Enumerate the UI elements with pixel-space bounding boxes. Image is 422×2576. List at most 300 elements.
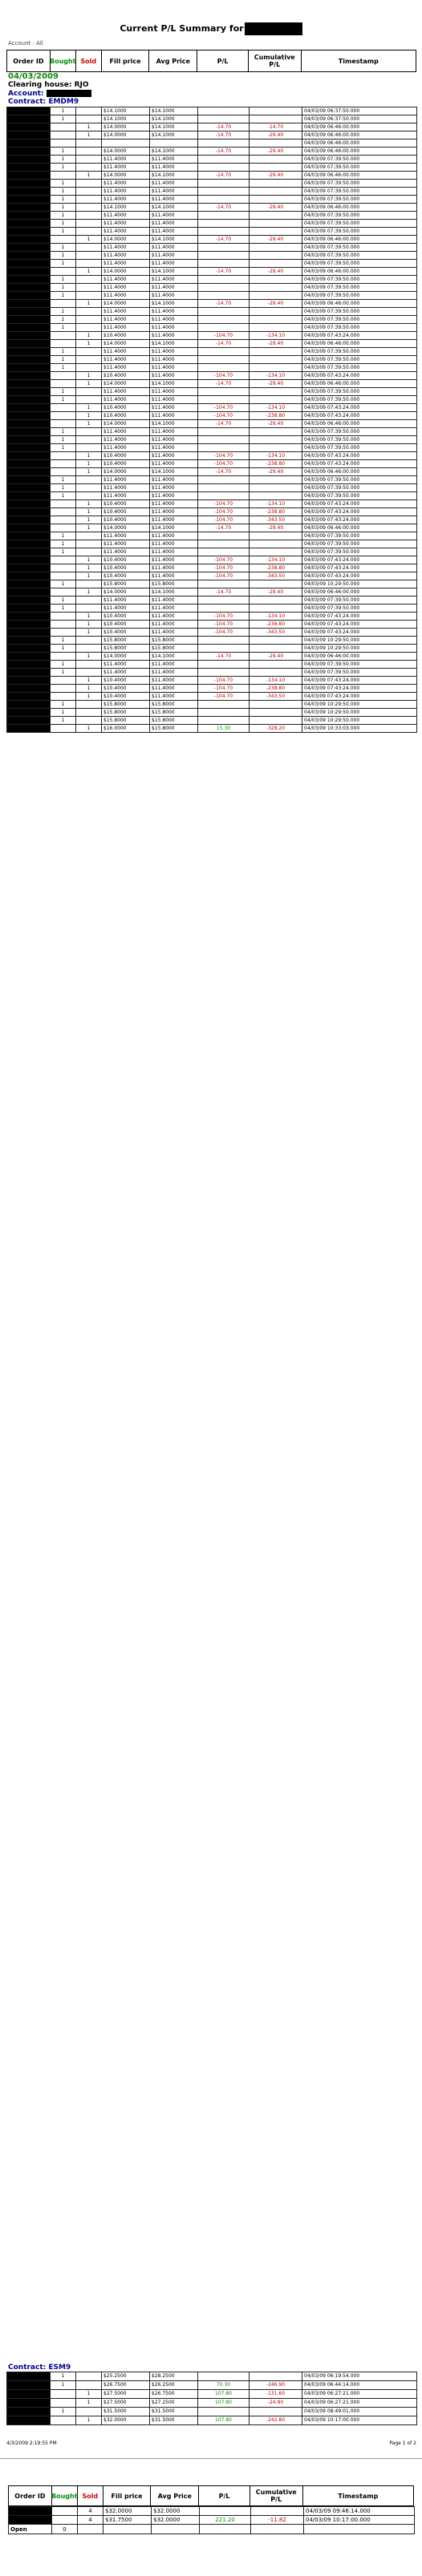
table-row <box>7 588 417 596</box>
avg-price-cell <box>150 140 198 148</box>
order-id-cell <box>7 115 51 123</box>
timestamp-cell: 04/03/09 07:39:50.000 <box>302 212 417 220</box>
col-cumulative-pl: Cumulative P/L <box>249 51 302 71</box>
timestamp-cell: 04/03/09 07:39:50.000 <box>302 436 417 444</box>
avg-price-cell: $27.2500 <box>150 2399 198 2408</box>
fill-price-cell: $10.4000 <box>102 500 150 508</box>
table-row <box>7 468 417 476</box>
order-id-cell <box>7 556 51 564</box>
pl-cell: 70.30 <box>198 2381 250 2390</box>
table-row <box>7 548 417 556</box>
sold-cell <box>76 596 102 605</box>
pl-cell: -104.70 <box>198 412 250 420</box>
bought-cell: 1 <box>51 364 76 372</box>
table-row <box>7 484 417 492</box>
cumulative-pl-cell: -246.90 <box>250 2381 302 2390</box>
avg-price-cell: $11.4000 <box>150 476 198 484</box>
sold-cell: 1 <box>76 380 102 388</box>
avg-price-cell: $11.4000 <box>150 348 198 356</box>
cumulative-pl-cell <box>250 244 302 252</box>
avg-price-cell: $11.4000 <box>150 613 198 621</box>
cumulative-pl-cell: -29.40 <box>250 131 302 140</box>
cumulative-pl-cell: -343.50 <box>250 572 302 580</box>
cumulative-pl-cell <box>250 596 302 605</box>
fill-price-cell: $14.1000 <box>102 107 150 115</box>
cumulative-pl-cell: -131.60 <box>250 2390 302 2399</box>
pl-cell <box>198 661 250 669</box>
pl-cell <box>198 436 250 444</box>
table-row <box>7 107 417 115</box>
bought-cell: 1 <box>51 244 76 252</box>
timestamp-cell: 04/03/09 07:39:50.000 <box>302 476 417 484</box>
avg-price-cell: $32.0000 <box>152 2516 200 2525</box>
pl-cell <box>198 717 250 725</box>
timestamp-cell: 04/03/09 06:46:00.000 <box>302 300 417 308</box>
avg-price-cell: $31.5000 <box>150 2408 198 2416</box>
order-id-cell <box>7 276 51 284</box>
pl-cell: -14.70 <box>198 380 250 388</box>
fill-price-cell: $15.8000 <box>102 645 150 653</box>
bought-cell: 1 <box>51 356 76 364</box>
avg-price-cell: $15.8000 <box>150 580 198 588</box>
timestamp-cell: 04/03/09 07:43:24.000 <box>302 332 417 340</box>
order-id-cell <box>7 428 51 436</box>
cumulative-pl-cell: -238.80 <box>250 460 302 468</box>
timestamp-cell: 04/03/09 06:46:00.000 <box>302 123 417 131</box>
table-row <box>7 637 417 645</box>
timestamp-cell: 04/03/09 07:39:50.000 <box>302 276 417 284</box>
cumulative-pl-cell <box>250 669 302 677</box>
fill-price-cell: $15.8000 <box>102 580 150 588</box>
cumulative-pl-cell <box>250 348 302 356</box>
col-avg-price: Avg Price <box>149 51 197 71</box>
fill-price-cell: $11.4000 <box>102 228 150 236</box>
bought-cell <box>51 629 76 637</box>
pl-cell: -104.70 <box>198 613 250 621</box>
cumulative-pl-cell <box>250 156 302 164</box>
cumulative-pl-cell: -134.10 <box>250 404 302 412</box>
timestamp-cell: 04/03/09 07:39:50.000 <box>302 308 417 316</box>
order-id-cell <box>7 605 51 613</box>
order-id-cell <box>9 2516 52 2525</box>
col-bought: Bought <box>51 51 76 71</box>
pl-cell: -14.70 <box>198 300 250 308</box>
sold-cell <box>76 308 102 316</box>
pl-cell <box>198 156 250 164</box>
sold-cell: 1 <box>76 412 102 420</box>
pl-cell <box>198 180 250 188</box>
bought-cell: 1 <box>51 709 76 717</box>
col-timestamp: Timestamp <box>338 2492 379 2500</box>
avg-price-cell: $14.1000 <box>150 300 198 308</box>
pl-cell <box>198 428 250 436</box>
page-number: Page 1 of 2 <box>389 2441 416 2446</box>
cumulative-pl-cell: -134.10 <box>250 500 302 508</box>
pl-cell: -104.70 <box>198 564 250 572</box>
timestamp-cell: 04/03/09 07:39:50.000 <box>302 484 417 492</box>
order-id-cell <box>7 540 51 548</box>
timestamp-cell: 04/03/09 07:39:50.000 <box>302 596 417 605</box>
sold-cell <box>76 2372 102 2381</box>
order-id-cell <box>7 300 51 308</box>
avg-price-cell: $14.1000 <box>150 380 198 388</box>
fill-price-cell: $11.4000 <box>102 220 150 228</box>
bought-cell <box>51 613 76 621</box>
timestamp-cell: 04/03/09 07:39:50.000 <box>302 324 417 332</box>
pl-cell: -14.70 <box>198 268 250 276</box>
sold-cell <box>76 701 102 709</box>
timestamp-cell: 04/03/09 06:46:00.000 <box>302 148 417 156</box>
avg-price-cell: $31.5000 <box>150 2416 198 2425</box>
bought-cell: 1 <box>51 476 76 484</box>
timestamp-cell: 04/03/09 07:39:50.000 <box>302 364 417 372</box>
page-break <box>0 2458 422 2459</box>
cumulative-pl-cell: -29.40 <box>250 236 302 244</box>
fill-price-cell: $10.4000 <box>102 508 150 516</box>
table-row <box>7 276 417 284</box>
bought-cell: 1 <box>51 164 76 172</box>
sold-cell <box>76 107 102 115</box>
cumulative-pl-cell: -29.40 <box>250 148 302 156</box>
bought-cell <box>51 621 76 629</box>
fill-price-cell: $14.0000 <box>102 131 150 140</box>
avg-price-cell: $11.4000 <box>150 164 198 172</box>
pl-cell: -104.70 <box>198 677 250 685</box>
fill-price-cell: $10.4000 <box>102 556 150 564</box>
order-id-cell <box>7 420 51 428</box>
bought-cell: 1 <box>51 701 76 709</box>
table-row <box>7 372 417 380</box>
sold-cell: 4 <box>78 2507 103 2516</box>
fill-price-cell: $11.4000 <box>102 548 150 556</box>
avg-price-cell: $11.4000 <box>150 428 198 436</box>
pl-cell: 15.30 <box>198 725 250 733</box>
bought-cell: 1 <box>51 436 76 444</box>
col-cumulative-pl: Cumulative P/L <box>250 2486 303 2505</box>
fill-price-cell: $14.0000 <box>102 340 150 348</box>
timestamp-cell: 04/03/09 07:39:50.000 <box>302 188 417 196</box>
avg-price-cell: $14.1000 <box>150 115 198 123</box>
timestamp-cell: 04/03/09 07:39:50.000 <box>302 661 417 669</box>
pl-cell: -14.70 <box>198 172 250 180</box>
table-row <box>7 316 417 324</box>
table-row <box>7 2381 417 2390</box>
bought-cell <box>51 123 76 131</box>
timestamp-cell: 04/03/09 07:39:50.000 <box>302 164 417 172</box>
fill-price-cell: $11.4000 <box>102 540 150 548</box>
bought-cell <box>51 508 76 516</box>
timestamp-cell: 04/03/09 07:39:50.000 <box>302 244 417 252</box>
fill-price-cell: $10.4000 <box>102 677 150 685</box>
cumulative-pl-cell <box>250 140 302 148</box>
table-row <box>7 436 417 444</box>
bought-cell: 1 <box>51 396 76 404</box>
cumulative-pl-cell <box>250 276 302 284</box>
avg-price-cell: $11.4000 <box>150 276 198 284</box>
bought-cell: 1 <box>51 156 76 164</box>
bought-cell: 1 <box>51 645 76 653</box>
sold-cell <box>76 260 102 268</box>
timestamp-cell: 04/03/09 07:39:50.000 <box>302 196 417 204</box>
pl-cell: -104.70 <box>198 621 250 629</box>
sold-cell: 1 <box>76 500 102 508</box>
order-id-cell <box>7 669 51 677</box>
pl-cell <box>198 348 250 356</box>
avg-price-cell: $11.4000 <box>150 156 198 164</box>
pl-cell <box>198 605 250 613</box>
col-bought: Bought <box>52 2486 78 2505</box>
timestamp-cell: 04/03/09 06:27:21.000 <box>302 2399 417 2408</box>
timestamp-cell: 04/03/09 06:19:54.000 <box>302 2372 417 2381</box>
order-id-cell <box>7 396 51 404</box>
cumulative-pl-cell <box>250 196 302 204</box>
sold-cell <box>76 292 102 300</box>
avg-price-cell: $11.4000 <box>150 677 198 685</box>
cumulative-pl-cell <box>250 436 302 444</box>
cumulative-pl-cell <box>250 188 302 196</box>
bought-cell: 1 <box>51 2372 76 2381</box>
page-footer <box>6 2441 416 2446</box>
cumulative-pl-cell <box>250 364 302 372</box>
timestamp-cell: 04/03/09 06:46:00.000 <box>302 131 417 140</box>
bought-cell: 1 <box>51 252 76 260</box>
fill-price-cell: $10.4000 <box>102 516 150 524</box>
table-row <box>7 605 417 613</box>
fill-price-cell: $15.8000 <box>102 701 150 709</box>
sold-cell <box>76 220 102 228</box>
cumulative-pl-cell: -29.40 <box>250 204 302 212</box>
timestamp-cell: 04/03/09 07:39:50.000 <box>302 220 417 228</box>
fill-price-cell: $11.4000 <box>102 292 150 300</box>
timestamp-cell: 04/03/09 10:29:50.000 <box>302 580 417 588</box>
cumulative-pl-cell: -242.80 <box>250 2416 302 2425</box>
fill-price-cell: $14.0000 <box>102 468 150 476</box>
table-row <box>7 524 417 532</box>
bought-cell: 1 <box>51 492 76 500</box>
cumulative-pl-cell <box>250 396 302 404</box>
order-id-cell <box>7 645 51 653</box>
table-row <box>7 2416 417 2425</box>
pl-cell <box>198 396 250 404</box>
pl-cell: -14.70 <box>198 236 250 244</box>
avg-price-cell: $15.8000 <box>150 709 198 717</box>
bought-cell <box>51 685 76 693</box>
bought-cell <box>51 172 76 180</box>
avg-price-cell: $11.4000 <box>150 324 198 332</box>
bought-cell <box>51 140 76 148</box>
sold-cell: 1 <box>76 629 102 637</box>
bought-cell: 1 <box>51 637 76 645</box>
pl-cell <box>198 252 250 260</box>
fill-price-cell: $11.4000 <box>102 164 150 172</box>
timestamp-cell: 04/03/09 07:39:50.000 <box>302 669 417 677</box>
cumulative-pl-cell <box>250 292 302 300</box>
order-id-cell <box>7 2399 51 2408</box>
avg-price-cell: $11.4000 <box>150 292 198 300</box>
cumulative-pl-cell <box>250 252 302 260</box>
pl-cell: -14.70 <box>198 148 250 156</box>
pl-cell <box>198 540 250 548</box>
fill-price-cell: $10.4000 <box>102 621 150 629</box>
fill-price-cell: $11.4000 <box>102 188 150 196</box>
pl-cell: 107.80 <box>198 2399 250 2408</box>
order-id-cell <box>7 564 51 572</box>
table-row <box>7 685 417 693</box>
cumulative-pl-cell: -29.40 <box>250 300 302 308</box>
order-id-cell <box>7 268 51 276</box>
avg-price-cell: $14.1000 <box>150 123 198 131</box>
pl-cell: -14.70 <box>198 131 250 140</box>
sold-cell: 1 <box>76 460 102 468</box>
table-row <box>7 629 417 637</box>
order-id-cell <box>9 2507 52 2516</box>
sold-cell: 1 <box>76 236 102 244</box>
timestamp-cell: 04/03/09 07:39:50.000 <box>302 284 417 292</box>
sold-cell: 1 <box>76 268 102 276</box>
table-row <box>7 677 417 685</box>
cumulative-pl-cell <box>250 580 302 588</box>
order-id-cell <box>7 228 51 236</box>
avg-price-cell: $11.4000 <box>150 605 198 613</box>
order-id-cell <box>7 629 51 637</box>
pl-cell <box>198 115 250 123</box>
cumulative-pl-cell: -29.40 <box>250 653 302 661</box>
table-row <box>7 292 417 300</box>
order-id-cell <box>7 372 51 380</box>
avg-price-cell: $32.0000 <box>152 2507 200 2516</box>
fill-price-cell: $11.4000 <box>102 212 150 220</box>
pl-cell <box>198 324 250 332</box>
table-row <box>7 460 417 468</box>
avg-price-cell: $14.1000 <box>150 131 198 140</box>
pl-cell: -104.70 <box>198 693 250 701</box>
sold-cell <box>76 2408 102 2416</box>
avg-price-cell: $14.1000 <box>150 653 198 661</box>
table-row <box>7 2399 417 2408</box>
avg-price-cell: $11.4000 <box>150 252 198 260</box>
pl-cell <box>198 2408 250 2416</box>
timestamp-cell: 04/03/09 07:43:24.000 <box>302 572 417 580</box>
fill-price-cell: $11.4000 <box>102 180 150 188</box>
account-line <box>8 90 91 98</box>
cumulative-pl-cell <box>250 284 302 292</box>
order-id-cell <box>7 148 51 156</box>
contract-emdm9: Contract: EMDM9 <box>8 98 79 106</box>
sold-cell: 1 <box>76 572 102 580</box>
pl-cell <box>200 2507 251 2516</box>
pl-cell: -104.70 <box>198 452 250 460</box>
fill-price-cell: $10.4000 <box>102 332 150 340</box>
avg-price-cell: $11.4000 <box>150 452 198 460</box>
sold-cell <box>76 156 102 164</box>
bought-cell: 1 <box>51 348 76 356</box>
order-id-cell <box>7 2372 51 2381</box>
cumulative-pl-cell <box>250 605 302 613</box>
sold-cell <box>76 492 102 500</box>
fill-price-cell: $10.4000 <box>102 404 150 412</box>
fill-price-cell: $11.4000 <box>102 156 150 164</box>
cumulative-pl-cell: -134.10 <box>250 677 302 685</box>
timestamp-cell: 04/03/09 09:46:14.000 <box>304 2507 415 2516</box>
order-id-cell <box>7 2408 51 2416</box>
pl-cell: -104.70 <box>198 516 250 524</box>
report-date: 04/03/2009 <box>8 72 59 81</box>
col-fill-price: Fill price <box>103 2486 152 2505</box>
sold-cell <box>76 661 102 669</box>
table-row <box>7 476 417 484</box>
timestamp-cell: 04/03/09 07:39:50.000 <box>302 156 417 164</box>
avg-price-cell: $14.1000 <box>150 524 198 532</box>
bought-cell <box>51 524 76 532</box>
table-row <box>7 404 417 412</box>
pl-cell <box>198 701 250 709</box>
cumulative-pl-cell: -29.40 <box>250 172 302 180</box>
order-id-cell <box>7 340 51 348</box>
cumulative-pl-cell: -29.40 <box>250 268 302 276</box>
cumulative-pl-cell <box>250 180 302 188</box>
order-id-cell <box>7 324 51 332</box>
timestamp-cell: 04/03/09 07:39:50.000 <box>302 548 417 556</box>
order-id-cell <box>7 2390 51 2399</box>
bought-cell: 1 <box>51 532 76 540</box>
cumulative-pl-cell <box>251 2507 304 2516</box>
table-row <box>7 580 417 588</box>
timestamp-cell: 04/03/09 10:17:00.000 <box>302 2416 417 2425</box>
table-row <box>7 532 417 540</box>
table-row <box>7 669 417 677</box>
cumulative-pl-cell <box>250 260 302 268</box>
avg-price-cell: $11.4000 <box>150 244 198 252</box>
order-id-cell <box>7 204 51 212</box>
sold-cell: 1 <box>76 2416 102 2425</box>
avg-price-cell: $11.4000 <box>150 196 198 204</box>
pl-cell <box>198 709 250 717</box>
timestamp-cell: 04/03/09 08:49:01.000 <box>302 2408 417 2416</box>
pl-cell: -104.70 <box>198 332 250 340</box>
sold-cell <box>76 212 102 220</box>
timestamp-cell: 04/03/09 07:39:50.000 <box>302 444 417 452</box>
pl-cell <box>198 637 250 645</box>
col-pl: P/L <box>197 51 249 71</box>
order-id-cell <box>7 484 51 492</box>
bought-cell <box>51 412 76 420</box>
bought-cell <box>51 131 76 140</box>
fill-price-cell: $11.4000 <box>102 348 150 356</box>
table-row <box>7 693 417 701</box>
cumulative-pl-cell: -343.50 <box>250 693 302 701</box>
sold-cell: 1 <box>76 564 102 572</box>
order-id-cell <box>7 701 51 709</box>
order-id-cell <box>7 613 51 621</box>
timestamp-cell: 04/03/09 07:39:50.000 <box>302 292 417 300</box>
table-row <box>7 2390 417 2399</box>
empty-cell <box>152 2525 200 2534</box>
pl-cell <box>198 388 250 396</box>
cumulative-pl-cell: -14.70 <box>250 123 302 131</box>
order-id-cell <box>7 717 51 725</box>
cumulative-pl-cell: -238.80 <box>250 685 302 693</box>
timestamp-cell: 04/03/09 06:46:00.000 <box>302 172 417 180</box>
bought-cell: 1 <box>51 204 76 212</box>
fill-price-cell: $10.4000 <box>102 452 150 460</box>
bought-cell <box>51 268 76 276</box>
pl-cell <box>198 284 250 292</box>
timestamp-cell: 04/03/09 06:44:14.000 <box>302 2381 417 2390</box>
pl-cell <box>198 492 250 500</box>
fill-price-cell: $10.4000 <box>102 693 150 701</box>
avg-price-cell: $11.4000 <box>150 228 198 236</box>
cumulative-pl-cell: -238.80 <box>250 564 302 572</box>
